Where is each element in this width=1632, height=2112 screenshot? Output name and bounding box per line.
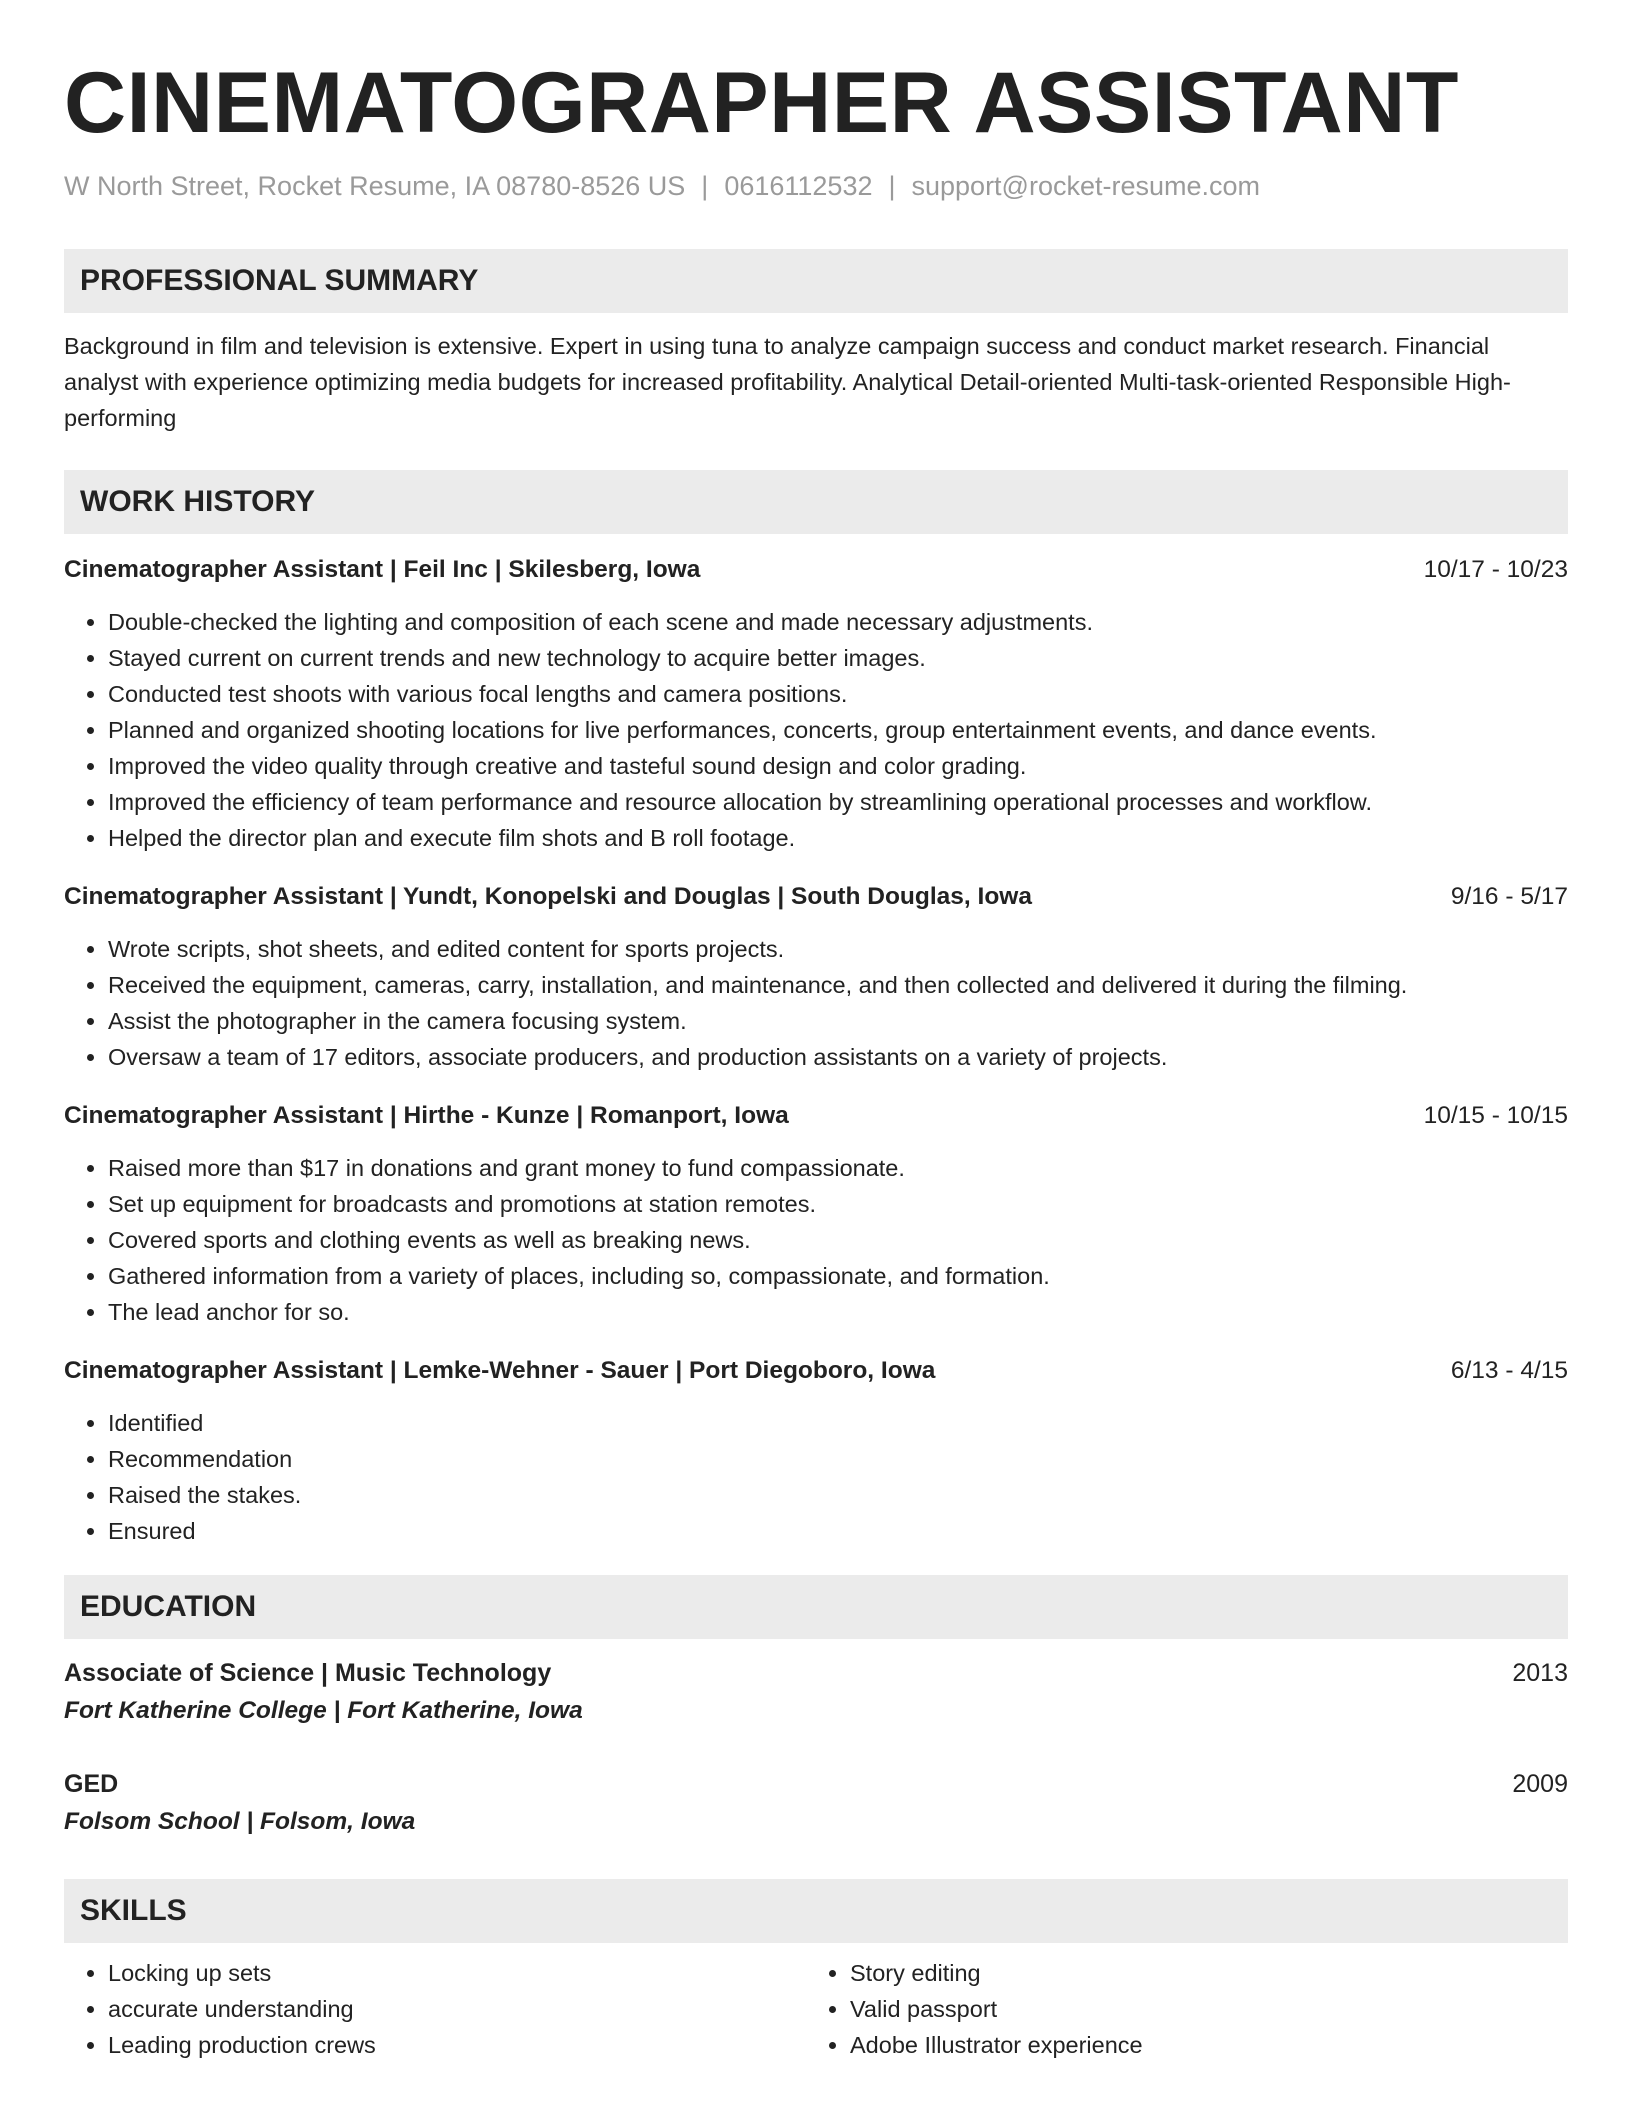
job-bullet: • Stayed current on current trends and new technology to acquire better images. (108, 640, 1568, 676)
job-bullet: • Assist the photographer in the camera focusing system. (108, 1003, 1568, 1039)
skill-item: • accurate understanding (108, 1991, 806, 2027)
contact-separator: | (701, 171, 709, 201)
job-bullet: • Ensured (108, 1513, 1568, 1549)
job-title: Cinematographer Assistant | Lemke-Wehner - Sauer | Port Diegoboro, Iowa (64, 1357, 936, 1384)
contact-separator: | (888, 171, 896, 201)
job-title: Cinematographer Assistant | Hirthe - Kunze | Romanport, Iowa (64, 1102, 789, 1129)
job-bullet: • Identified (108, 1405, 1568, 1441)
job-title: Cinematographer Assistant | Yundt, Konopelski and Douglas | South Douglas, Iowa (64, 883, 1032, 910)
job-entry (64, 1353, 1568, 1549)
skill-item: • Story editing (850, 1955, 1548, 1991)
contact-line (64, 168, 1568, 204)
skills-list-left (64, 1955, 806, 2063)
job-bullet: • Wrote scripts, shot sheets, and edited content for sports projects. (108, 931, 1568, 967)
education-school: Folsom School | Folsom, Iowa (64, 1808, 416, 1835)
job-bullet: • Improved the video quality through creative and tasteful sound design and color grading. (108, 748, 1568, 784)
job-bullet: • Raised more than $17 in donations and grant money to fund compassionate. (108, 1150, 1568, 1186)
job-entry (64, 552, 1568, 856)
job-bullet: • Planned and organized shooting locations for live performances, concerts, group entertainment events, and dance events. (108, 712, 1568, 748)
contact-phone: 0616112532 (724, 171, 873, 201)
job-bullet: • Covered sports and clothing events as well as breaking news. (108, 1222, 1568, 1258)
job-bullet: • Double-checked the lighting and composition of each scene and made necessary adjustments. (108, 604, 1568, 640)
job-bullet: • Received the equipment, cameras, carry, installation, and maintenance, and then collected and delivered it during the filming. (108, 967, 1568, 1003)
section-heading-education: EDUCATION (64, 1575, 1568, 1639)
job-entry (64, 879, 1568, 1075)
skill-item: • Adobe Illustrator experience (850, 2027, 1548, 2063)
job-dates: 9/16 - 5/17 (1450, 883, 1568, 910)
education-entry (64, 1766, 1568, 1842)
skills-columns (64, 1955, 1568, 2063)
contact-address: W North Street, Rocket Resume, IA 08780-8526 US (64, 171, 686, 201)
job-bullet: • Helped the director plan and execute film shots and B roll footage. (108, 820, 1568, 856)
education-degree: GED (64, 1770, 119, 1798)
job-bullets (64, 931, 1568, 1075)
skill-item: • Locking up sets (108, 1955, 806, 1991)
job-bullet: • Oversaw a team of 17 editors, associate producers, and production assistants on a variety of projects. (108, 1039, 1568, 1075)
section-heading-skills: SKILLS (64, 1879, 1568, 1943)
section-heading-work-history: WORK HISTORY (64, 470, 1568, 534)
job-bullet: • Recommendation (108, 1441, 1568, 1477)
job-bullet: • Improved the efficiency of team performance and resource allocation by streamlining operational processes and workflow. (108, 784, 1568, 820)
job-bullets (64, 1150, 1568, 1330)
education-school: Fort Katherine College | Fort Katherine, Iowa (64, 1697, 583, 1724)
job-entry (64, 1098, 1568, 1330)
education-year: 2009 (1512, 1770, 1568, 1798)
job-bullet: • Conducted test shoots with various focal lengths and camera positions. (108, 676, 1568, 712)
education-entry (64, 1655, 1568, 1731)
job-bullet: • The lead anchor for so. (108, 1294, 1568, 1330)
job-bullets (64, 1405, 1568, 1549)
job-dates: 10/17 - 10/23 (1423, 556, 1568, 583)
job-bullets (64, 604, 1568, 856)
skill-item: • Leading production crews (108, 2027, 806, 2063)
contact-email: support@rocket-resume.com (911, 171, 1261, 201)
resume-name: CINEMATOGRAPHER ASSISTANT (64, 55, 1459, 151)
job-bullet: • Raised the stakes. (108, 1477, 1568, 1513)
summary-text: Background in film and television is extensive. Expert in using tuna to analyze campaign success and conduct market research. Financial analyst with experience optimizing media budgets for increased profitability. Analytical Detail-oriented Multi-task-oriented Responsible High-performing (64, 333, 1511, 431)
job-bullet: • Set up equipment for broadcasts and promotions at station remotes. (108, 1186, 1568, 1222)
education-year: 2013 (1512, 1659, 1568, 1687)
job-title: Cinematographer Assistant | Feil Inc | Skilesberg, Iowa (64, 556, 701, 583)
resume-page (64, 0, 1568, 2063)
skills-list-right (806, 1955, 1548, 2063)
job-bullet: • Gathered information from a variety of places, including so, compassionate, and formation. (108, 1258, 1568, 1294)
education-degree: Associate of Science | Music Technology (64, 1659, 552, 1687)
section-heading-summary: PROFESSIONAL SUMMARY (64, 249, 1568, 313)
job-dates: 6/13 - 4/15 (1450, 1357, 1568, 1384)
job-dates: 10/15 - 10/15 (1423, 1102, 1568, 1129)
skill-item: • Valid passport (850, 1991, 1548, 2027)
